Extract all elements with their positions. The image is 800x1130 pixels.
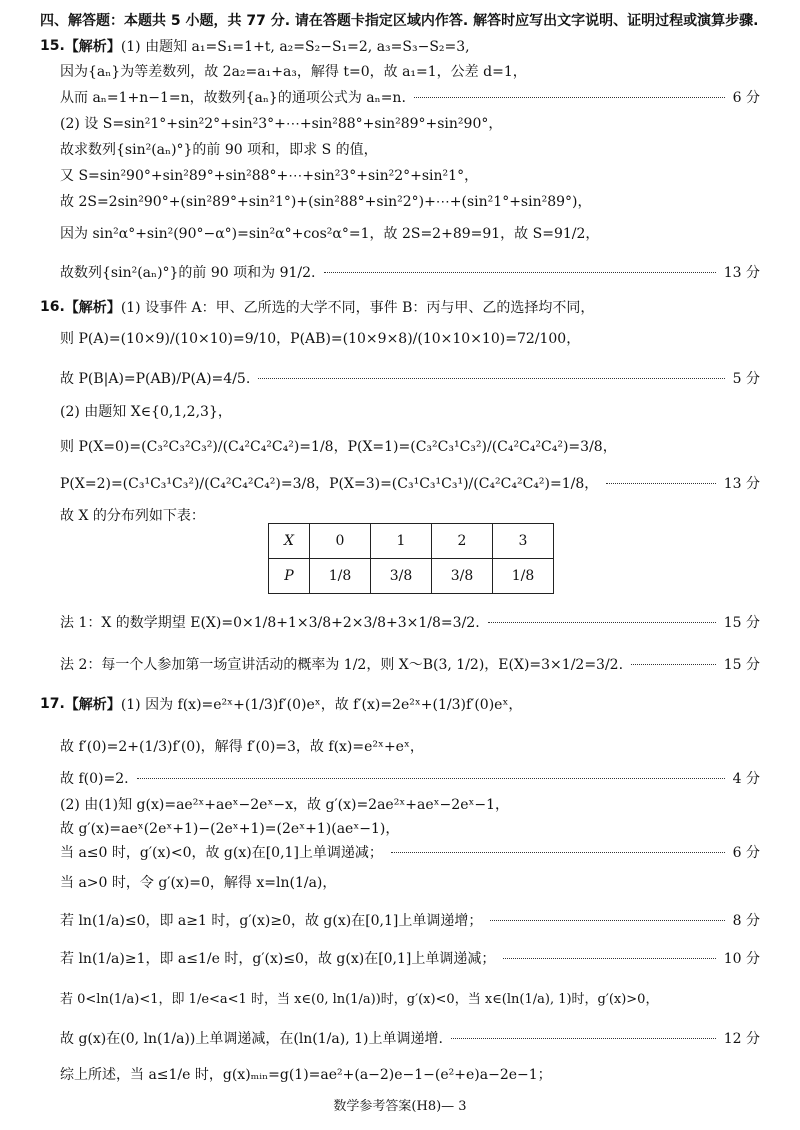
p16-line-1: 16. 【解析】 (1) 设事件 A：甲、乙所选的大学不同，事件 B：丙与甲、乙的选择均不同，: [40, 299, 595, 316]
table-cell: X: [269, 524, 310, 559]
score-label: 5 分: [732, 371, 760, 387]
score-label: 10 分: [723, 951, 760, 967]
p16-line-4: (2) 由题知 X∈{0,1,2,3}，: [60, 404, 232, 420]
leader-dots: [606, 483, 715, 484]
p15-text-1: (1) 由题知 a₁=S₁=1+t, a₂=S₂−S₁=2, a₃=S₃−S₂=3,: [120, 39, 470, 55]
score-label: 6 分: [732, 845, 760, 861]
p15-line-9: 故数列{sin²(aₙ)°}的前 90 项和为 91/2. 13 分: [60, 262, 760, 282]
p15-line-2: 因为{aₙ}为等差数列，故 2a₂=a₁+a₃，解得 t=0，故 a₁=1，公差 d=1，: [60, 64, 527, 80]
score-label: 12 分: [723, 1031, 760, 1047]
p17-line-1: 17. 【解析】 (1) 因为 f(x)=e²ˣ+(1/3)f′(0)eˣ，故 f′(x)=2e²ˣ+(1/3)f′(0)eˣ，: [40, 696, 523, 713]
p15-line-7: 故 2S=2sin²90°+(sin²89°+sin²1°)+(sin²88°+sin²2°)+⋯+(sin²1°+sin²89°)，: [60, 194, 592, 210]
p15-line-5: 故求数列{sin²(aₙ)°}的前 90 项和，即求 S 的值，: [60, 142, 378, 158]
p15-number: 15.: [40, 38, 65, 54]
leader-dots: [324, 272, 716, 273]
leader-dots: [488, 622, 716, 623]
p17-line-12: 综上所述，当 a≤1/e 时，g(x)ₘᵢₙ=g(1)=ae²+(a−2)e−1−(e²+e)a−2e−1；: [60, 1067, 552, 1083]
table-cell: 1: [371, 524, 432, 559]
score-label: 15 分: [723, 657, 760, 673]
table-cell: 1/8: [310, 559, 371, 594]
leader-dots: [490, 920, 724, 921]
table-cell: 2: [432, 524, 493, 559]
table-cell: 1/8: [493, 559, 554, 594]
p17-line-2: 故 f′(0)=2+(1/3)f′(0)，解得 f′(0)=3，故 f(x)=e²ˣ+eˣ，: [60, 739, 424, 755]
p16-number: 16.: [40, 299, 65, 315]
p17-line-5: 故 g′(x)=aeˣ(2eˣ+1)−(2eˣ+1)=(2eˣ+1)(aeˣ−1)，: [60, 821, 400, 837]
score-label: 13 分: [723, 265, 760, 281]
p15-tag: 【解析】: [64, 39, 121, 55]
p16-line-7: 故 X 的分布列如下表：: [60, 508, 205, 524]
table-cell: 3/8: [371, 559, 432, 594]
table-row: [269, 559, 554, 594]
leader-dots: [451, 1038, 716, 1039]
p16-method-1: 法 1：X 的数学期望 E(X)=0×1/8+1×3/8+2×3/8+3×1/8=3/2. 15 分: [60, 612, 760, 632]
p17-line-10: 若 0<ln(1/a)<1，即 1/e<a<1 时，当 x∈(0, ln(1/a))时，g′(x)<0，当 x∈(ln(1/a), 1)时，g′(x)>0，: [60, 992, 659, 1007]
leader-dots: [391, 852, 725, 853]
table-row: [269, 524, 554, 559]
p15-line-3: 从而 aₙ=1+n−1=n，故数列{aₙ}的通项公式为 aₙ=n. 6 分: [60, 87, 760, 107]
score-label: 8 分: [732, 913, 760, 929]
p16-line-6: P(X=2)=(C₃¹C₃¹C₃²)/(C₄²C₄²C₄²)=3/8，P(X=3)=(C₃¹C₃¹C₃¹)/(C₄²C₄²C₄²)=1/8， 13 分: [60, 473, 760, 493]
table-cell: P: [269, 559, 310, 594]
p17-line-6: 当 a≤0 时，g′(x)<0，故 g(x)在[0,1]上单调递减； 6 分: [60, 842, 760, 862]
leader-dots: [503, 958, 715, 959]
score-label: 6 分: [732, 90, 760, 106]
p17-line-11: 故 g(x)在(0, ln(1/a))上单调递减，在(ln(1/a), 1)上单调递增. 12 分: [60, 1028, 760, 1048]
score-label: 4 分: [732, 771, 760, 787]
leader-dots: [137, 778, 725, 779]
table-cell: 3: [493, 524, 554, 559]
table-cell: 0: [310, 524, 371, 559]
p17-tag: 【解析】: [64, 697, 121, 713]
leader-dots: [414, 97, 725, 98]
score-label: 15 分: [723, 615, 760, 631]
p17-line-3: 故 f(0)=2. 4 分: [60, 768, 760, 788]
p17-line-8: 若 ln(1/a)≤0，即 a≥1 时，g′(x)≥0，故 g(x)在[0,1]上单调递增； 8 分: [60, 910, 760, 930]
p15-line-4: (2) 设 S=sin²1°+sin²2°+sin²3°+⋯+sin²88°+sin²89°+sin²90°，: [60, 116, 503, 132]
leader-dots: [631, 664, 716, 665]
p17-line-9: 若 ln(1/a)≥1，即 a≤1/e 时，g′(x)≤0，故 g(x)在[0,1]上单调递减； 10 分: [60, 948, 760, 968]
p17-number: 17.: [40, 696, 65, 712]
p16-tag: 【解析】: [64, 300, 121, 316]
p16-line-5: 则 P(X=0)=(C₃²C₃²C₃²)/(C₄²C₄²C₄²)=1/8，P(X=1)=(C₃²C₃¹C₃²)/(C₄²C₄²C₄²)=3/8，: [60, 439, 617, 455]
score-label: 13 分: [723, 476, 760, 492]
distribution-table: [268, 523, 554, 594]
table-cell: 3/8: [432, 559, 493, 594]
p16-line-3: 故 P(B|A)=P(AB)/P(A)=4/5. 5 分: [60, 368, 760, 388]
p15-line-8: 因为 sin²α°+sin²(90°−α°)=sin²α°+cos²α°=1，故 2S=2+89=91，故 S=91/2，: [60, 226, 600, 242]
p17-line-4: (2) 由(1)知 g(x)=ae²ˣ+aeˣ−2eˣ−x，故 g′(x)=2ae²ˣ+aeˣ−2eˣ−1，: [60, 797, 510, 813]
page-footer: 数学参考答案(H8)— 3: [333, 1099, 467, 1114]
p15-line-6: 又 S=sin²90°+sin²89°+sin²88°+⋯+sin²3°+sin²2°+sin²1°，: [60, 168, 479, 184]
leader-dots: [258, 378, 724, 379]
p17-line-7: 当 a>0 时，令 g′(x)=0，解得 x=ln(1/a)，: [60, 875, 337, 891]
p16-line-2: 则 P(A)=(10×9)/(10×10)=9/10，P(AB)=(10×9×8)/(10×10×10)=72/100，: [60, 331, 581, 347]
p16-method-2: 法 2：每一个人参加第一场宣讲活动的概率为 1/2，则 X～B(3, 1/2)，E(X)=3×1/2=3/2. 15 分: [60, 654, 760, 674]
p15-line-1: [40, 36, 760, 56]
section-header: 四、解答题：本题共 5 小题，共 77 分. 请在答题卡指定区域内作答. 解答时应写出文字说明、证明过程或演算步骤.: [40, 13, 759, 29]
